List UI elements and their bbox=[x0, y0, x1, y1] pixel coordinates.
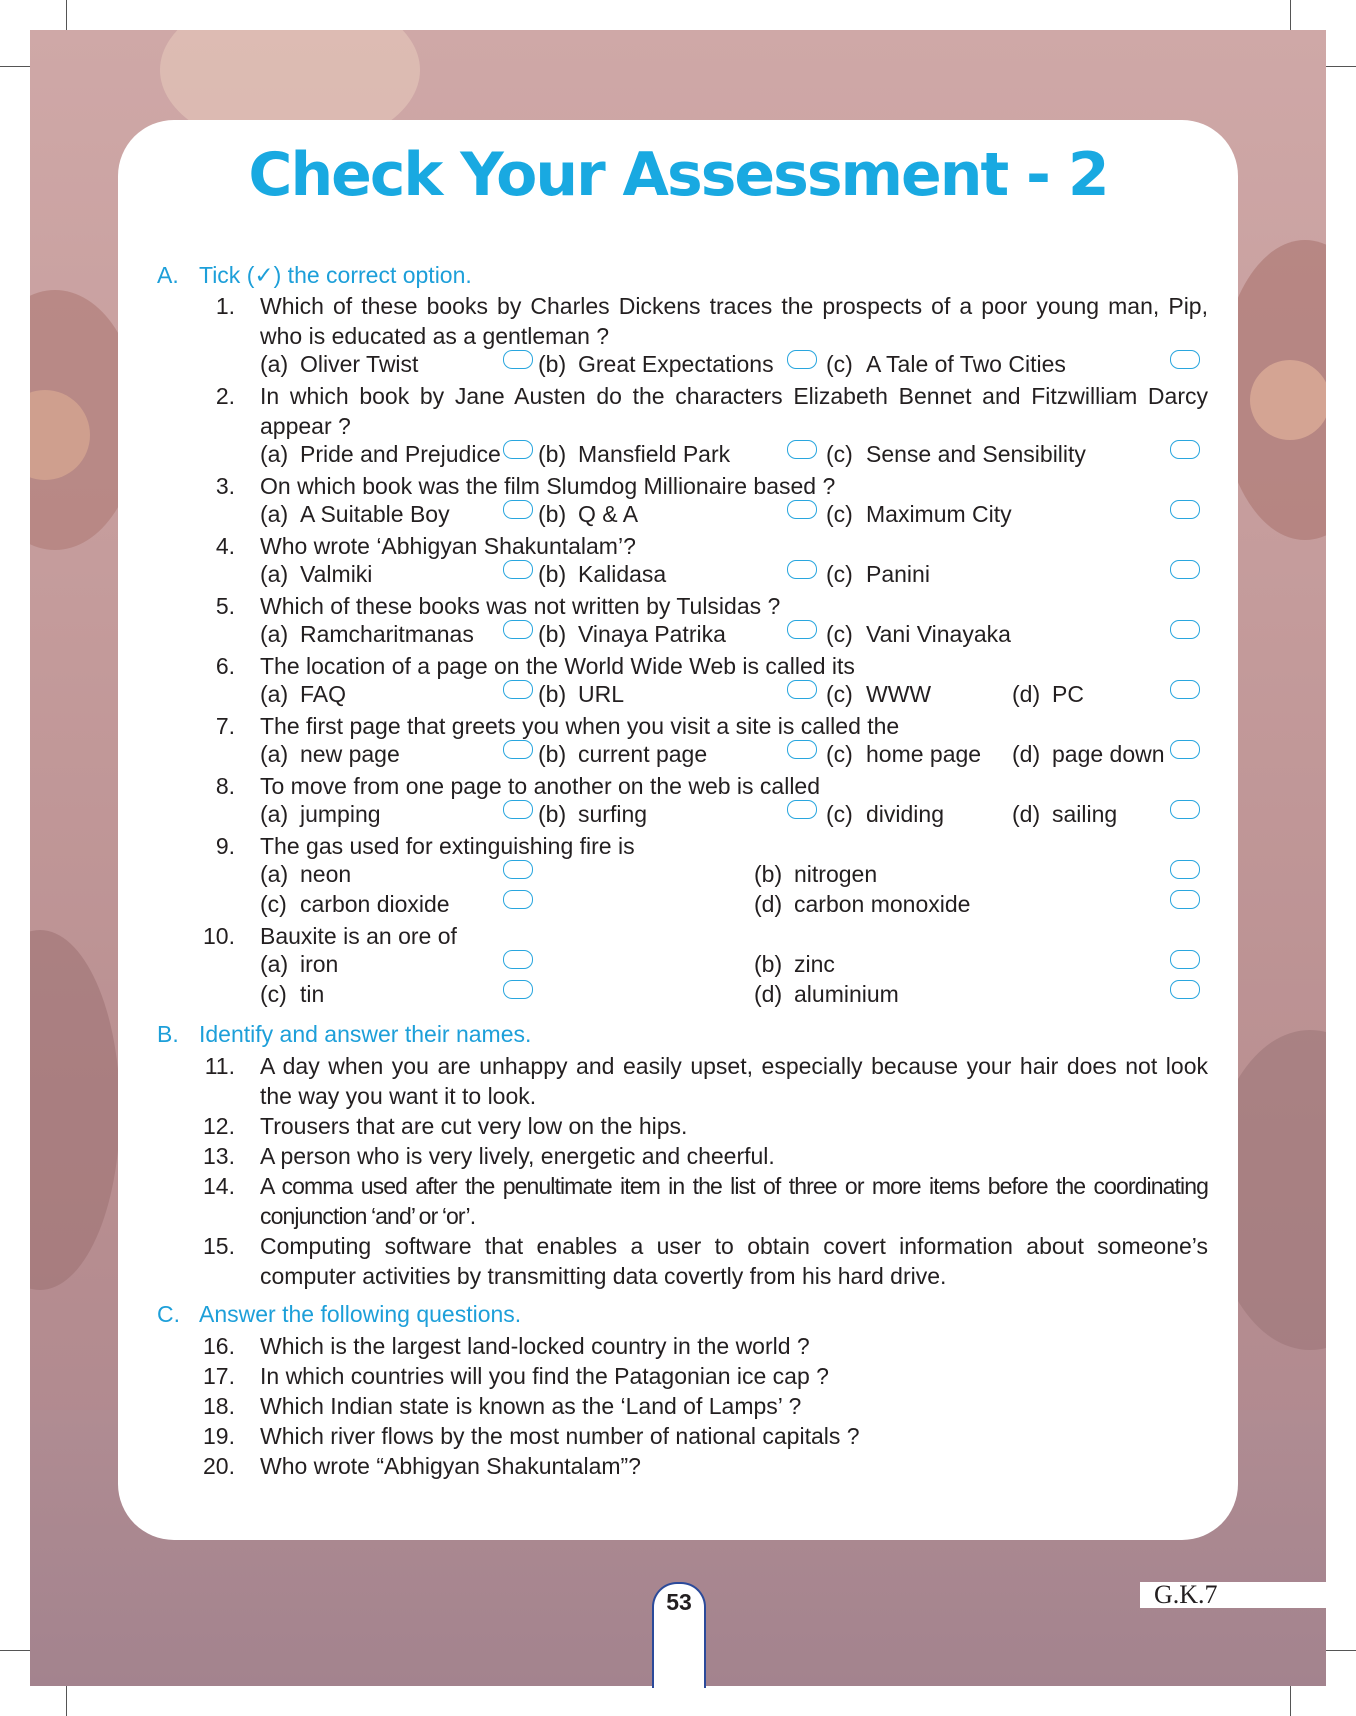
q7-option-a: (a) new page bbox=[260, 741, 400, 767]
q8-option-d: (d) sailing bbox=[1012, 801, 1118, 827]
q7-answer-box-d[interactable] bbox=[1170, 740, 1200, 759]
q6-option-c: (c) WWW bbox=[826, 681, 932, 707]
q9-option-a: (a) neon bbox=[260, 861, 352, 887]
q4-answer-box-b[interactable] bbox=[787, 560, 817, 579]
q10-option-c: (c) tin bbox=[260, 981, 325, 1007]
q1-answer-box-b[interactable] bbox=[787, 350, 817, 369]
q7-answer-box-a[interactable] bbox=[503, 740, 533, 759]
q6-option-a: (a) FAQ bbox=[260, 681, 347, 707]
q2-answer-box-a[interactable] bbox=[503, 440, 533, 459]
q6-option-d: (d) PC bbox=[1012, 681, 1084, 707]
q2-answer-box-c[interactable] bbox=[1170, 440, 1200, 459]
q4-option-c: (c) Panini bbox=[826, 561, 930, 587]
q8-option-c: (c) dividing bbox=[826, 801, 944, 827]
q10-answer-box-d[interactable] bbox=[1170, 980, 1200, 999]
section-c-heading: C. Answer the following questions. bbox=[157, 1301, 522, 1327]
q8-option-b: (b) surfing bbox=[538, 801, 648, 827]
q9-answer-box-d[interactable] bbox=[1170, 890, 1200, 909]
crop-mark bbox=[0, 66, 30, 67]
q5-option-a: (a) Ramcharitmanas bbox=[260, 621, 474, 647]
q3-answer-box-c[interactable] bbox=[1170, 500, 1200, 519]
q3-option-a: (a) A Suitable Boy bbox=[260, 501, 450, 527]
section-b-heading: B. Identify and answer their names. bbox=[157, 1021, 532, 1047]
q7-answer-box-b[interactable] bbox=[787, 740, 817, 759]
q9-option-c: (c) carbon dioxide bbox=[260, 891, 450, 917]
q4-option-a: (a) Valmiki bbox=[260, 561, 373, 587]
q2-option-b: (b) Mansfield Park bbox=[538, 441, 731, 467]
page-number: 53 bbox=[666, 1589, 692, 1615]
q4-answer-box-a[interactable] bbox=[503, 560, 533, 579]
q8-answer-box-a[interactable] bbox=[503, 800, 533, 819]
crop-mark bbox=[0, 1650, 30, 1651]
q5-option-b: (b) Vinaya Patrika bbox=[538, 621, 726, 647]
q3-answer-box-b[interactable] bbox=[787, 500, 817, 519]
q8-answer-box-d[interactable] bbox=[1170, 800, 1200, 819]
crop-mark bbox=[66, 0, 67, 30]
q8-option-a: (a) jumping bbox=[260, 801, 381, 827]
q3-option-c: (c) Maximum City bbox=[826, 501, 1012, 527]
q10-option-b: (b) zinc bbox=[754, 951, 835, 977]
q1-option-a: (a) Oliver Twist bbox=[260, 351, 419, 377]
q5-answer-box-b[interactable] bbox=[787, 620, 817, 639]
q9-answer-box-a[interactable] bbox=[503, 860, 533, 879]
q5-answer-box-a[interactable] bbox=[503, 620, 533, 639]
q9-answer-box-b[interactable] bbox=[1170, 860, 1200, 879]
q2-option-c: (c) Sense and Sensibility bbox=[826, 441, 1086, 467]
q1-option-b: (b) Great Expectations bbox=[538, 351, 774, 377]
q5-answer-box-c[interactable] bbox=[1170, 620, 1200, 639]
q10-option-d: (d) aluminium bbox=[754, 981, 899, 1007]
page-title: Check Your Assessment - 2 bbox=[248, 140, 1108, 210]
q6-option-b: (b) URL bbox=[538, 681, 625, 707]
book-code: G.K.7 bbox=[1154, 1580, 1218, 1609]
q9-option-b: (b) nitrogen bbox=[754, 861, 878, 887]
q7-option-b: (b) current page bbox=[538, 741, 708, 767]
q10-answer-box-c[interactable] bbox=[503, 980, 533, 999]
q7-option-c: (c) home page bbox=[826, 741, 982, 767]
q1-answer-box-c[interactable] bbox=[1170, 350, 1200, 369]
q6-answer-box-b[interactable] bbox=[787, 680, 817, 699]
q2-answer-box-b[interactable] bbox=[787, 440, 817, 459]
q4-option-b: (b) Kalidasa bbox=[538, 561, 667, 587]
q7-option-d: (d) page down bbox=[1012, 741, 1165, 767]
q10-answer-box-a[interactable] bbox=[503, 950, 533, 969]
q9-answer-box-c[interactable] bbox=[503, 890, 533, 909]
q3-option-b: (b) Q & A bbox=[538, 501, 639, 527]
q2-option-a: (a) Pride and Prejudice bbox=[260, 441, 501, 467]
q6-answer-box-a[interactable] bbox=[503, 680, 533, 699]
q3-answer-box-a[interactable] bbox=[503, 500, 533, 519]
q1-option-c: (c) A Tale of Two Cities bbox=[826, 351, 1066, 377]
crop-mark bbox=[1290, 0, 1291, 30]
crop-mark bbox=[1326, 66, 1356, 67]
q5-option-c: (c) Vani Vinayaka bbox=[826, 621, 1011, 647]
crop-mark bbox=[1326, 1650, 1356, 1651]
crop-mark bbox=[66, 1686, 67, 1716]
q6-answer-box-d[interactable] bbox=[1170, 680, 1200, 699]
q10-answer-box-b[interactable] bbox=[1170, 950, 1200, 969]
q9-option-d: (d) carbon monoxide bbox=[754, 891, 971, 917]
q4-answer-box-c[interactable] bbox=[1170, 560, 1200, 579]
q10-option-a: (a) iron bbox=[260, 951, 339, 977]
crop-mark bbox=[1290, 1686, 1291, 1716]
q1-answer-box-a[interactable] bbox=[503, 350, 533, 369]
section-a-heading: A. Tick (✓) the correct option. bbox=[157, 262, 472, 288]
q8-answer-box-b[interactable] bbox=[787, 800, 817, 819]
